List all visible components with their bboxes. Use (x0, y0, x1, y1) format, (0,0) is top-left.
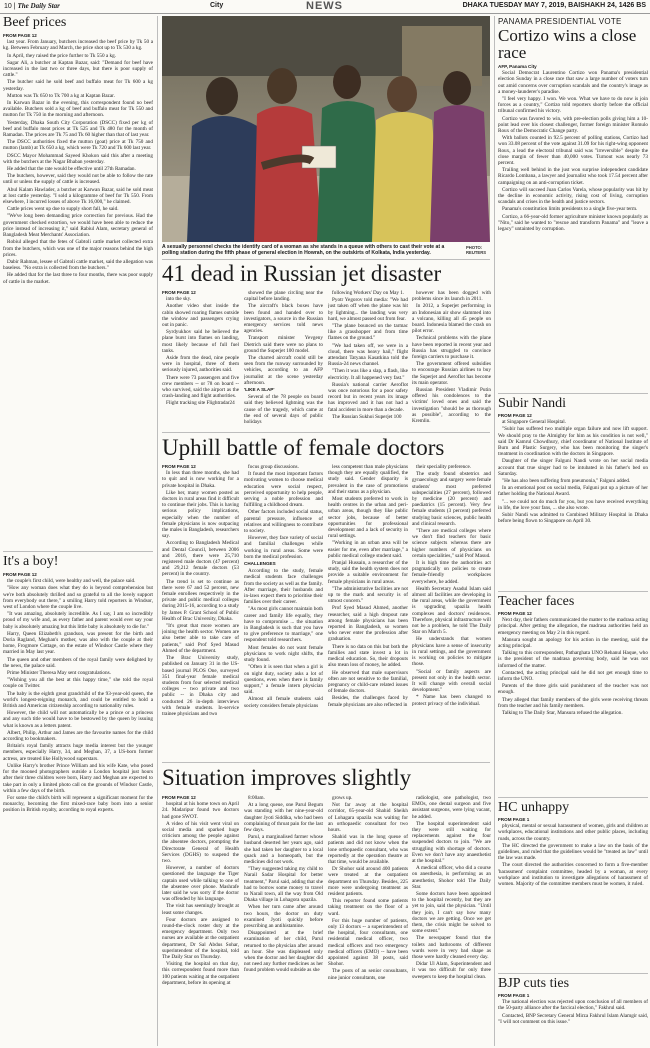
article-paragraph: Prime Minister Theresa May sent congratulations. (7, 670, 111, 677)
article-paragraph: Aside from the dead, nine people were in hospital, three of them seriously injured, authorities said. (162, 355, 239, 374)
article-paragraph: However, the child will not automatically be a prince or a princess and any such title would have to be bestowed by the queen by issuing what is known as a letters patent. (3, 710, 153, 729)
article-paragraph: This reporter found some patients taking treatment on the floor of a ward. (328, 898, 408, 917)
divider (3, 551, 153, 552)
situation-col-1 (162, 795, 239, 1046)
article-paragraph: "Wishing you all the best at this happy time," she told the royal couple on Twitter. (3, 677, 153, 690)
article-paragraph: The court directed the authorities concerned to form a five-member 'harassment' complaint committee, headed by a woman, at every workplace and institution to investigate allegations of harassment of women. Majority of the committee members must be women, it ruled. (498, 862, 648, 888)
situation-col-3 (328, 795, 408, 1046)
divider (498, 393, 648, 394)
article-paragraph: With ballots counted in 92.5 percent of polling stations, Cortizo had won 33.08 percent of the vote against 31.09 for his right-wing opponent Roux, a lead the electoral tribunal said was "irreversible" despite the close margin of fewer than 40,000 votes. Turnout was nearly 73 percent. (498, 135, 648, 167)
article-paragraph: Cortizo will succeed Juan Carlos Varela, whose popularity was hit by the decline in economic activity, rising cost of living, corruption scandals and crises in the health and justice sectors. (498, 186, 648, 206)
divider (498, 973, 648, 974)
panama-headline: Cortizo wins a close race (498, 26, 637, 62)
bjp-article-body (498, 993, 648, 1046)
beef-headline: Beef prices (3, 15, 67, 30)
article-paragraph: Abul Kalam Hawlader, a butcher at Karwan Bazar, said he sold meat at lost cattle yesterday. "I sold a kilogramme of beef for Tk 550. From elsewhere, I incurred losses of above Tk 16,000," he claimed. (3, 186, 153, 206)
divider (162, 432, 490, 433)
article-paragraph: Some doctors have been appointed to the hospital recently, but they are yet to join, said the physician. "Until they join, I can't say how many doctors we are getting. Once we get them, the crisis might be solved to some extent." (412, 891, 491, 935)
article-paragraph: Several of the 78 people on board said they believed lightning was the cause of the tragedy, which came at the end of several days of public holidays (244, 394, 323, 426)
article-paragraph: The study found obstetrics and gynaecology and surgery were female students' most preferred subspecialities (27 percent), followed by medicine (20 percent) and paediatrics (15 percent). Very few female students (3 percent) preferred studying basic sciences, public health and clinical research. (412, 471, 491, 527)
teacher-byline: FROM PAGE 12 (498, 611, 532, 616)
article-paragraph: Not far away at the hospital corridor, 65-year-old Shahid Sheikh of Lohagara upazila was waiting for an orthopaedic consultant for two hours. (328, 802, 408, 834)
hc-headline: HC unhappy (498, 800, 570, 815)
article-paragraph: The butchers, however, said they would not be able to follow the rate until or unless the supply of cattle is increased. (3, 173, 153, 186)
article-paragraph: Albert, Philip, Arthur and James are the favourite names for the child according to bookmakers. (3, 729, 153, 743)
article-paragraph: Visiting the hospital on that day, this correspondent found more than 100 patients waiting at the outpatient department, before its opening at (162, 961, 239, 986)
article-paragraph: Trailing well behind in the just won surprise independent candidate Ricardo Lombana, a lawyer and journalist who took 17.54 percent after campaigning on an anti-corruption ticket. (498, 167, 648, 186)
article-paragraph: A medical officer, who did a course on anesthesia, is performing as an anesthetist, Shohor told The Daily Star. (412, 865, 491, 890)
article-paragraph: the couple's first child, were healthy and well, the palace said. (7, 578, 136, 585)
article-paragraph: The baby is the eighth great grandchild of the 93-year-old queen, the world's longest-reigning monarch, and could be entitled to hold a British and American citizenship according to nationality rules. (3, 690, 153, 710)
article-paragraph: Parul, a marginalised farmer whose husband deserted her years ago, said she had taken her daughter to a local quack and a homeopath, but the medicines did not work. (244, 834, 323, 866)
doctors-col-4 (412, 464, 491, 760)
photo-caption: A sexually personnel checks the identify card of a woman as she stands in a queue with others to cast their vote at a polling station during the fifth phase of general election in Howrah, on the outskirts of Kolkata, India yesterday. (162, 244, 445, 256)
column-divider (157, 16, 158, 1046)
article-paragraph: The DSCC authorities fixed the mutton (goat) price at Tk 750 and mutton (lamb) at Tk 650 a kg, which were Tk 720 and Tk 600 last year. (3, 139, 153, 152)
article-paragraph: last year. From January, butchers increased the beef price by Tk 50 a kg. Between February and March, the price shot up to Tk 530 a kg. (3, 39, 153, 52)
article-paragraph: Prof Syed Masud Ahmed, another researcher, said a high dropout rate among female physicians has been reported in Bangladesh, so women who never enter the profession after graduation. (328, 605, 408, 643)
article-paragraph: Unlike Harry's brother Prince William and his wife Kate, who posed for the mooned photographers outside a London hospital just hours after their three children were born, Harry and Meghan are expected to take part in only a limited photo call on the grounds of Windsor Castle, within a few days of the birth. (3, 762, 153, 794)
article-paragraph: Health Secretary Asadul Islam said almost all facilities are developing in the rural areas, while the government is upgrading upazila health complexes and doctors' residences. Therefore, physical infrastructure will not be a problem, he told The Daily Star on March 5. (412, 585, 491, 636)
article-paragraph: 8:00am. (248, 795, 265, 801)
article-paragraph: "The plane bounced on the tarmac like a grasshopper and from time flames on the ground." (328, 323, 408, 342)
beef-article-body (3, 33, 153, 549)
article-paragraph: Subir Nandi was admitted to Combined Military Hospital in Dhaka before being flown to Singapore on April 30. (498, 512, 648, 525)
panama-byline: AFP, Panama City (498, 64, 537, 69)
article-paragraph: DSCC Mayor Mohammad Sayeed Khokon said this after a meeting with the butchers at the Nagar Bhaban yesterday. (3, 152, 153, 165)
article-paragraph: Robiul alleged that the fetes of Gabtoli cattle market collected extra from the butchers, which was one of the major reasons behind the high prices. (3, 239, 153, 258)
article-paragraph: Besides, the challenges faced by female physicians are also reflected in (328, 695, 408, 708)
article-paragraph: In less than three months, she had to quit and is now working for a private hospital in Dhaka. (162, 470, 239, 489)
doctors-col-2 (244, 464, 323, 760)
crash-col-2 (244, 290, 323, 430)
divider (498, 797, 648, 798)
article-paragraph: Most students preferred to work in health centres in the urban and peri-urban areas, though they like public sector jobs, because of better opportunities for professional development and a lack of security in rural settings. (328, 496, 408, 540)
divider (498, 591, 648, 592)
article-paragraph: In an emotional post on social media, Falguni put up a picture of her father holding the National Award. (498, 485, 648, 498)
situation-byline: FROM PAGE 12 (162, 795, 196, 800)
photo-credit: PHOTO: REUTERS (466, 245, 487, 255)
article-paragraph: Parents of the three girls said punishment of the teacher was not enough. (498, 683, 648, 696)
article-paragraph: For some the child's birth will represent a significant moment for the monarchy, becoming the first mixed-race baby born into a senior position in British royalty, according to royal experts. (3, 794, 153, 814)
doctors-headline: Uphill battle of female doctors (162, 435, 445, 460)
article-paragraph: The Brac University study, published on January 31 in the US-based journal PLOS One, surveyed 351 final-year female medical students from four selected medical colleges -- two private and two public -- in Dhaka city and conducted 26 in-depth interviews with female students. In-service trainee physicians and two (162, 655, 239, 717)
article-paragraph: A video of his visit went viral on social media and sparked huge criticism among the people against the absentee doctors, prompting the Directorate General of Health Services (DGHS) to suspend the two. (162, 820, 239, 865)
article-paragraph: Contacted, BNP Secretary General Mirza Fakhrul Islam Alamgir said, "I will not comment on this issue." (498, 1012, 648, 1025)
article-paragraph: The charred aircraft could still be seen from the runway surrounded by vehicles, according to an AFP journalist at the scene yesterday afternoon. (244, 355, 323, 386)
crash-col-4 (412, 290, 491, 430)
article-paragraph: "Often it is seen that when a girl is on night duty, society asks a lot of questions, even when there is family support," a female intern physician said. (244, 664, 323, 696)
article-paragraph: "... we could not do much for you, but you have received everything in life, the love your fans, ... she also wrote. (498, 498, 648, 511)
article-paragraph: Talking to The Daily Star, Mansura refused the allegation. (502, 710, 623, 717)
subir-byline: FROM PAGE 12 (498, 413, 532, 418)
article-paragraph: The butcher said he sold beef and buffalo meat for Tk 600 a kg yesterday. (3, 79, 153, 92)
article-paragraph: Pyotr Yegorov told media: "We had just taken off when the plane was hit by lightning... the landing was very hard, we almost passed out from fear. (328, 297, 408, 322)
article-paragraph: Panama's constitution limits presidents to a single five-year term. (502, 206, 638, 213)
doctors-byline: FROM PAGE 12 (162, 464, 196, 469)
divider (162, 762, 490, 763)
article-paragraph: * Name has been changed to protect privacy of the individual. (412, 694, 491, 707)
crash-col-1 (162, 290, 239, 430)
article-byline: FROM PAGE 12 (3, 33, 37, 38)
article-paragraph: "Then it was like a slap, a flash, like electricity. It all happened very fast." (328, 368, 408, 381)
article-paragraph: In 2012, a Superjet performing in an Indonesian air show slammed into a volcano, killing all 45 people on board. Indonesia blamed the crash on pilot error. (412, 303, 491, 335)
crash-col-3 (328, 290, 408, 430)
article-paragraph: however has been dogged with problems since its launch in 2011. (412, 290, 491, 303)
article-paragraph: Russian President Vladimir Putin offered his condolences to the victims' loved ones and said the investigation "should be as thorough as possible", according to the Kremlin. (412, 387, 491, 425)
paper-name: The Daily Star (17, 2, 60, 10)
article-paragraph: Dabir Rahman, lessee of Gabtoli cattle market, said the allegation was baseless. "No extra is collected from the butchers." (3, 258, 153, 272)
article-paragraph: "The administrative facilities are not up to the mark and security is of utmost concern." (328, 585, 408, 605)
article-paragraph: He understands that women physicians have a sense of insecurity in rural settings, and the government is working on policies to mitigate those. (412, 636, 491, 668)
article-paragraph: Other factors included social status, parental pressure, influence of relatives and willingness to contribute to society. (244, 509, 323, 535)
article-paragraph: Four doctors are assigned to round-the-clock roster duty at the emergency department. Only two nurses are available at the outpatient department, Dr Sal Abdus Sohar, superintendent of the hospital, told The Daily Star on Thursday. (162, 916, 239, 961)
article-paragraph: radiologist, one pathologist, two EMOs, one dental surgeon and five assistant surgeons, were lying vacant, he added. (412, 795, 491, 820)
dateline: DHAKA TUESDAY MAY 7, 2019, BAISHAKH 24, 1426 BS (462, 2, 646, 9)
baby-article-body (3, 572, 153, 1046)
article-paragraph: Social Democrat Laurentino Cortizo won Panama's presidential election Sunday in a close race that saw a large number of voters turn out amid concerns over corruption scandals and the country's image as a money-launderer's paradise. (498, 70, 648, 95)
article-paragraph: Mutton was Tk 650 to Tk 700 a kg at Kaptan Bazar. (7, 92, 115, 99)
article-paragraph: focus group discussions. (248, 464, 299, 470)
article-paragraph: "It's great that more women are joining the health sector. Women are also better able to take care of patients," said Prof Syed Masud Ahmed of the department. (162, 623, 239, 654)
article-paragraph: However, a number of doctors questioned the language the Tiger captain used while talking to one of the absentee over phone. Mashrafe later said he was sorry if the doctor was offended by his language. (162, 865, 239, 903)
article-paragraph: It is high time the authorities act pragmatically on policies to create female-friendly workplaces everywhere, he added. (412, 560, 491, 585)
article-paragraph: Mansura sought an apology for his action in the meeting, said the acting principal. (498, 636, 648, 650)
article-paragraph: The hospital superintendent said they were still waiting for replacements against the four suspended doctors to join. "We are struggling with shortage of doctors. Even we don't have any anaesthetist at the hospital." (412, 820, 491, 865)
article-paragraph: There were 73 passengers and five crew members -- or 78 on board -- who survived, said the airport as the crash-landing and flight authorities. (162, 374, 239, 400)
article-paragraph: "How any woman does what they do is beyond comprehension but we're both absolutely thrilled and so grateful to all the lovely support from everybody out there," a smiling Harry told reporters in Windsor, west of London where the couple live. (3, 585, 153, 611)
article-paragraph: The HC directed the government to make a law on the basis of the guidelines, and ruled that the guidelines would be "treated as law" until the law was made. (498, 842, 648, 862)
bjp-byline: FROM PAGE 1 (498, 993, 530, 998)
article-paragraph: physical, mental or sexual harassment of women, girls and children at workplaces, educational institutions and other public places, including roads, across the country. (498, 823, 648, 842)
divider (162, 259, 490, 260)
article-paragraph: "We've long been demanding price correction for previous. Had the government checked extortion, we would have been able to reduce the price instead of increasing it," said Rabiul Alam, secretary general of Bangladesh Meat Merchants' Association. (3, 213, 153, 239)
article-paragraph: "Subir has suffered two multiple organ failure and now lift support. We should pray to the Almighty for him as his condition is not well," said Dr Kamrul Chowdhury, chief coordinator of National Institute of Burn and Plastic Surgery, who has been monitoring the singer's treatment in coordination with the doctors in Singapore. (498, 426, 648, 458)
article-paragraph: "We had taken off, we were in a cloud, there was heavy hail," flight attendant Tatyana Kasatkina told the Russia-24 news channel. (328, 342, 408, 368)
article-paragraph: "Social or family aspects are present not only in the health sector. It will change with overall social development." (412, 668, 491, 694)
section-name: City (210, 2, 224, 9)
article-paragraph: According to the study, female medical students face challenges from the society as well as the family. After marriage, their husbands and in-laws expect them to prioritise their families over their career. (244, 568, 323, 606)
article-paragraph: Daughter of the singer Falguni Nandi wrote on her social media account that true singer had to be intubated in his father's bed on Saturday. (498, 458, 648, 477)
panama-article-body (498, 64, 648, 391)
article-paragraph: Sagar Ali, a butcher at Kaptan Bazar, said: "Demand for beef have increased in the last two or three days, but there is poor supply of cattle." (3, 59, 153, 79)
article-paragraph: less competent than male physicians though they are equally qualified, the study said. Gender disparity is prevalent in the case of promotions and their status as a physician. (328, 464, 408, 495)
article-paragraph: Pranjal Hussain, a researcher of the study, said the health system does not provide a suitable environment for female physicians in rural areas. (328, 560, 408, 585)
article-paragraph: grows up. (332, 795, 353, 801)
article-subhead: 'LIKE A SLAP' (244, 387, 275, 393)
article-paragraph: Contacted, the acting principal said he did not get enough time to inform the UNO. (498, 669, 648, 683)
article-paragraph: "It was amazing, absolutely incredible. As I say, I am so incredibly proud of my wife and, as every father and parent would ever say your baby is absolutely amazing but this little baby is absolutely to die for." (3, 611, 153, 630)
bjp-headline: BJP cuts ties (498, 976, 570, 991)
article-paragraph: Harry, Queen Elizabeth's grandson, was present for the birth and Doria Ragland, Meghan's mother, was also with the couple at their home, Frogmore Cottage, on the estate of Windsor Castle where they married in May last year. (3, 630, 153, 656)
election-photo (162, 16, 490, 242)
article-paragraph: The trend is set to continue as there were 67 and 52 percent, new female enrollees respectively in the private and public medical colleges during 2015-16, according to a study by James P. Grant School of Public Health of Brac University, Dhaka. (162, 578, 239, 622)
article-paragraph: However, they face variety of social and familial challenges while working in rural areas. Some were born the medical profession. (244, 535, 323, 560)
news-label: NEWS (306, 0, 343, 12)
article-paragraph: Shahid was in the long queue of patients and did not know when the lone orthopaedic consultant, who was reportedly at the operation theatre at that time, would be available. (328, 834, 408, 866)
article-paragraph: He observed that male supervisors often are not sensitive to the familial, pregnancy or child-care related issues of female doctors. (328, 669, 408, 695)
article-paragraph: Talking to this correspondent, Patharghata UNO Rehanul Haque, who is the president of the madrasa governing body, said he was not informed of the matter. (498, 650, 648, 669)
page-number-and-paper: 10 | The Daily Star (4, 2, 60, 10)
article-subhead: CHALLENGES (244, 561, 276, 567)
situation-col-2 (244, 795, 323, 1046)
article-paragraph: At a long queue, one Parul Begum was standing with her nine-year-old daughter Jyoti Siddika, who had been complaining of throat pain for the last few days. (244, 802, 323, 834)
article-paragraph: showed the plane circling near the capital before landing. (244, 290, 323, 303)
article-paragraph: He added that for the last three to four months, there was poor supply of cattle in the market. (3, 272, 153, 285)
baby-headline: It's a boy! (3, 554, 59, 569)
article-paragraph: Almost all female students said society considers female physicians (244, 696, 323, 709)
article-paragraph: into the sky. (166, 296, 192, 303)
article-paragraph: Cortizo was favored to win, with pre-election polls giving him a 10-point lead over his closest challenger, former foreign minister Romulo Roux of the Democratic Change party. (498, 115, 648, 135)
article-paragraph: They alleged that family members of the girls were receiving threats from the teacher and his family members. (498, 696, 648, 709)
article-paragraph: Disappointed at the brief examination of her child, Parul returned to the physician after around an hour. She was displeased only when the doctor and her daughter did not need any further medicines as her found problem would subside as she (244, 930, 323, 974)
situation-headline: Situation improves slightly (162, 765, 412, 790)
page-number: 10 (4, 3, 12, 10)
masthead (0, 0, 650, 14)
article-paragraph: Like her, many women posted as doctors in rural areas find it difficult to continue their jobs. This is having serious policy implications, especially when the number of female physicians is now outpacing the males in Bangladesh, researchers say. (162, 489, 239, 540)
article-paragraph: Didar Ul Alam, Superintendent and it was too difficult for only three sweepers to keep the hospital clean. (412, 961, 491, 980)
article-paragraph: their speciality preference. (416, 464, 472, 470)
hc-article-body (498, 817, 648, 971)
article-paragraph: Technical problems with the plane have been reported in recent year and Russia has struggled to convince foreign carriers to purchase it. (412, 335, 491, 361)
article-paragraph: The aircraft's black boxes have been found and handed over to investigators, a source in the Russian emergency services told news agencies. (244, 303, 323, 335)
article-paragraph: "As most girls cannot maintain both career and family life equally, they have to compromise ... the situation in Bangladesh is such that you have to give preference to marriage," one respondent told researchers. (244, 606, 323, 644)
article-paragraph: Most females do not want female physicians to work night shifts, the study found. (244, 644, 323, 664)
teacher-article-body (498, 611, 648, 795)
article-paragraph: Yesterday, Dhaka South City Corporation (DSCC) fixed per kg of beef and buffalo meat prices at Tk 525 and Tk 480 for the month of Ramadan. The prices are Tk 75 and Tk 60 higher than that of last year. (3, 119, 153, 139)
article-paragraph: The queen and other members of the royal family were delighted by the news, the palace said. (3, 656, 153, 669)
subir-headline: Subir Nandi (498, 396, 567, 411)
column-divider (494, 16, 495, 1046)
article-paragraph: at Singapore General Hospital. (502, 419, 566, 426)
article-paragraph: "Working in an urban area will be easier for me, even after marriage," a public medical college student said. (328, 540, 408, 559)
article-paragraph: The visit has seemingly brought at least some changes. (162, 903, 239, 916)
article-paragraph: Cattle prices went up due to supply short fall, he said. (7, 206, 119, 213)
situation-col-4 (412, 795, 491, 1046)
article-paragraph: He added that the rate would be effective until 27th Ramadan. (7, 166, 136, 173)
article-paragraph: In Karwan Bazar in the evening, this correspondent found no beef available. Butchers sold a kg of beef and buffalo meat for Tk 550 and mutton for Tk 750 in the morning and afternoon. (3, 100, 153, 119)
article-paragraph: There is no data on this but both the families and state invest a lot in medical education. So, their dropouts also mean loss of money, he added. (328, 643, 408, 669)
article-paragraph: Britain's royal family attracts huge media interest but the younger members, especially Harry, 34, and Meghan, 37, a US-born former actress, are treated like Hollywood superstars. (3, 743, 153, 762)
doctors-col-1 (162, 464, 239, 760)
article-paragraph: Syrdyukhov said he believed the plane burst into flames on landing, most likely because of full fuel tanks. (162, 329, 239, 354)
article-paragraph: following Workers' Day on May 1. (332, 290, 405, 296)
article-paragraph: "They suggested taking my child to Narail Sadar Hospital for better treatment," Parul said, adding that she had to borrow some money to travel to Narail town, all the way from Old Dhaka village in Lohagora upazila. (244, 866, 323, 904)
article-paragraph: Flight tracking site Flightradar24 (166, 400, 235, 407)
article-paragraph: Transport minister Yevgeny Dietrich said there were no plans to ground the Superjet 100 model. (244, 335, 323, 354)
crash-byline: FROM PAGE 12 (162, 290, 196, 295)
article-paragraph: For this huge number of patients, only 13 doctors -- a superintendent of the hospital, four consultants, one residential medical officer, two medical officers and two emergency medical officers (EMO) -- have been appointed against 38 posts, said Shohor. (328, 917, 408, 968)
article-paragraph: "There are medical colleges where we don't find teachers for basic science subjects whereas there are higher numbers of physicians on certain specialities," said Prof Masud. (412, 528, 491, 559)
crash-headline: 41 dead in Russian jet disaster (162, 261, 442, 286)
article-paragraph: Next day, their fathers communicated the matter to the madrasa acting principal. After getting the allegation, the madrasa authorities held an emergency meeting on May 2 in this regard. (498, 617, 648, 636)
article-paragraph: The posts of an senior consultants, nine junior consultants, one (328, 968, 408, 981)
doctors-col-3 (328, 464, 408, 760)
article-paragraph: The newspaper found that the toilets and bathrooms of different wards were in very bad shape as those were hardly cleaned every day. (412, 935, 491, 961)
hc-byline: FROM PAGE 1 (498, 817, 530, 822)
article-paragraph: hospital at his home town on April 24. Madaripur found two doctors had gone SWOT. (162, 801, 239, 820)
article-paragraph: In April, they raised the price further to Tk 550 a kg. (7, 52, 116, 59)
article-paragraph: The Russian Sukhoi Superjet 100 (332, 413, 402, 420)
article-paragraph: "He has also been suffering from pneumonia," Falguni added. (502, 478, 631, 485)
teacher-headline: Teacher faces (498, 594, 575, 609)
article-paragraph: Another video shot inside the cabin showed roaring flames outside the window and passengers crying out in panic. (162, 303, 239, 329)
article-byline: FROM PAGE 12 (3, 572, 37, 577)
article-paragraph: It found the most important factors motivating women to choose medical education were social respect, perceived opportunity to help people, serving a noble profession and fulfilling a childhood dream. (244, 471, 323, 509)
subir-article-body (498, 413, 648, 589)
article-paragraph: Dr Shohor said around 400 patients were treated at the outpatient department on Thursday. Besides, 225 more were undergoing treatment as resident patients. (328, 866, 408, 898)
article-paragraph: Russia's national carrier Aeroflot was once notorious for a poor safety record but in recent years its image has improved and it has not had a fatal accident in more than a decade. (328, 381, 408, 413)
article-paragraph: Cortizo, a 66-year-old former agriculture minister known popularly as "Nito," said he wanted to "rescue and transform Panama" and "leave a legacy" untainted by corruption. (498, 213, 648, 233)
article-paragraph: The government offered subsidies to encourage Russian airlines to buy the Superjet and Aeroflot has become its main operator. (412, 361, 491, 386)
article-paragraph: According to Bangladesh Medical and Dental Council, between 2006 and 2016, there were 25,710 registered male doctors (47 percent) and 29,212 female doctors (53 percent) in the country. (162, 540, 239, 578)
article-paragraph: When her turn came after around two hours, the doctor on duty examined Jyoti quickly before prescribing an antihistamine. (244, 904, 323, 930)
panama-kicker: PANAMA PRESIDENTIAL VOTE (498, 17, 622, 26)
article-paragraph: The national election was rejected upon conclusion of all members of the 50-party alliance after the farcical election," Fakhrul said. (498, 999, 648, 1012)
article-paragraph: "I feel very happy. I won. We won. What we have to do now is join forces as a country," Cortizo told reporters shortly before the official tribunal confirmed his victory. (498, 96, 648, 115)
